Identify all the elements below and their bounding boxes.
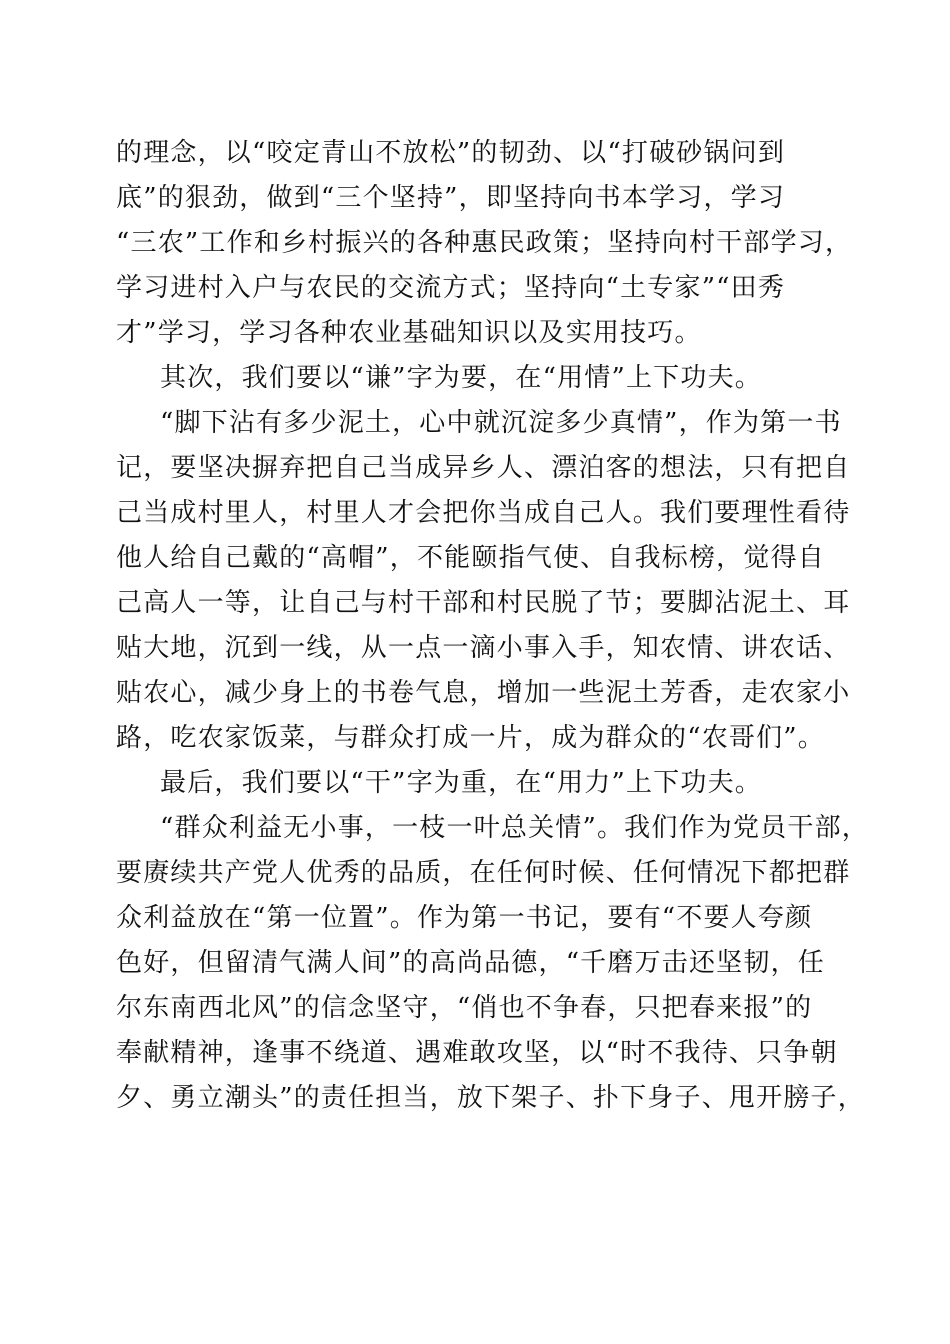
text-line: 己当成村里人，村里人才会把你当成自己人。我们要理性看待 <box>116 498 851 528</box>
text-line: “脚下沾有多少泥土，心中就沉淀多少真情”，作为第一书 <box>160 408 842 438</box>
text-line: 己高人一等，让自己与村干部和村民脱了节；要脚沾泥土、耳 <box>116 588 851 618</box>
text-line: 贴农心，减少身上的书卷气息，增加一些泥土芳香，走农家小 <box>116 678 851 708</box>
text-line: 他人给自己戴的“高帽”，不能颐指气使、自我标榜，觉得自 <box>116 543 825 573</box>
text-line: 要赓续共产党人优秀的品质，在任何时候、任何情况下都把群 <box>116 858 851 888</box>
section-heading: 最后，我们要以“干”字为重，在“用力”上下功夫。 <box>160 768 762 798</box>
section-heading: 其次，我们要以“谦”字为要，在“用情”上下功夫。 <box>160 363 762 393</box>
text-line: 路，吃农家饭菜，与群众打成一片，成为群众的“农哥们”。 <box>116 723 825 753</box>
text-line: 才”学习，学习各种农业基础知识以及实用技巧。 <box>116 318 702 348</box>
text-line: 色好，但留清气满人间”的高尚品德，“千磨万击还坚韧，任 <box>116 948 825 978</box>
text-line: 夕、勇立潮头”的责任担当，放下架子、扑下身子、甩开膀子， <box>116 1083 865 1113</box>
text-line: “三农”工作和乡村振兴的各种惠民政策；坚持向村干部学习， <box>116 228 853 258</box>
text-line: 学习进村入户与农民的交流方式；坚持向“土专家”“田秀 <box>116 273 786 303</box>
text-line: 的理念，以“咬定青山不放松”的韧劲、以“打破砂锅问到 <box>116 138 786 168</box>
text-line: 众利益放在“第一位置”。作为第一书记，要有“不要人夸颜 <box>116 903 813 933</box>
text-line: 尔东南西北风”的信念坚守，“俏也不争春，只把春来报”的 <box>116 993 813 1023</box>
text-line: 记，要坚决摒弃把自己当成异乡人、漂泊客的想法，只有把自 <box>116 453 851 483</box>
text-line: 贴大地，沉到一线，从一点一滴小事入手，知农情、讲农话、 <box>116 633 851 663</box>
text-line: 底”的狠劲，做到“三个坚持”，即坚持向书本学习，学习 <box>116 183 786 213</box>
text-line: “群众利益无小事，一枝一叶总关情”。我们作为党员干部， <box>160 813 869 843</box>
text-line: 奉献精神，逢事不绕道、遇难敢攻坚，以“时不我待、只争朝 <box>116 1038 838 1068</box>
